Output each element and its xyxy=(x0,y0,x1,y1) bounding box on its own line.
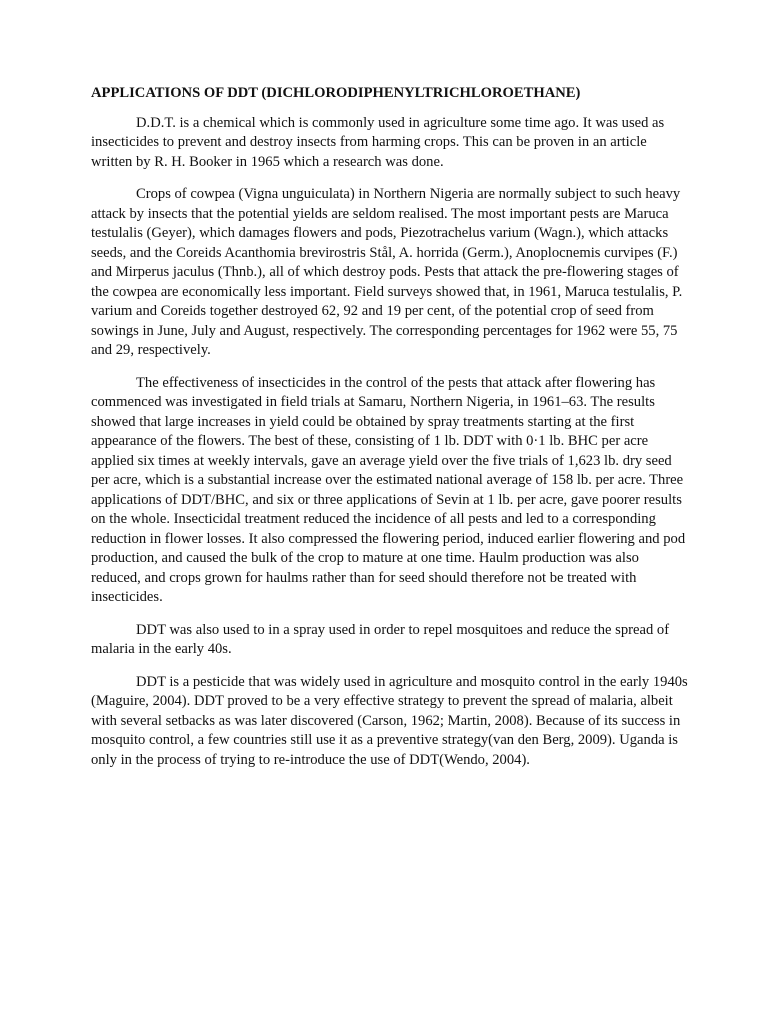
paragraph-malaria-control: DDT is a pesticide that was widely used in agriculture and mosquito control in the early 1940s (Maguire, 2004). DDT proved to be a very effective strategy to prevent the spread of malaria, albeit with several setbacks as was later discovered (Carson, 1962; Martin, 2008). Because of its success in mosquito control, a few countries still use it as a preventive strategy(van den Berg, 2009). Uganda is only in the process of trying to re-introduce the use of DDT(Wendo, 2004). xyxy=(91,673,688,768)
paragraph-cowpea-pests: Crops of cowpea (Vigna unguiculata) in Northern Nigeria are normally subject to such heavy attack by insects that the potential yields are seldom realised. The most important pests are Maruca testulalis (Geyer), which damages flowers and pods, Piezotrachelus varium (Wagn.), which attacks seeds, and the Coreids Acanthomia brevirostris Stål, A. horrida (Germ.), Anoplocnemis curvipes (F.) and Mirperus jaculus (Thnb.), all of which destroy pods. Pests that attack the pre-flowering stages of the cowpea are economically less important. Field surveys showed that, in 1961, Maruca testulalis, P. varium and Coreids together destroyed 62, 92 and 19 per cent, of the potential crop of seed from sowings in June, July and August, respectively. The corresponding percentages for 1962 were 55, 75 and 29, respectively. xyxy=(91,186,683,358)
paragraph-intro: D.D.T. is a chemical which is commonly used in agriculture some time ago. It was used as insecticides to prevent and destroy insects from harming crops. This can be proven in an article written by R. H. Booker in 1965 which a research was done. xyxy=(91,114,665,170)
paragraph-insecticide-trials: The effectiveness of insecticides in the control of the pests that attack after flowering has commenced was investigated in field trials at Samaru, Northern Nigeria, in 1961–63. The results showed that large increases in yield could be obtained by spray treatments starting at the first appearance of the flowers. The best of these, consisting of 1 lb. DDT with 0·1 lb. BHC per acre applied six times at weekly intervals, gave an average yield over the five trials of 1,623 lb. dry seed per acre, which is a substantial increase over the estimated national average of 158 lb. per acre. Three applications of DDT/BHC, and six or three applications of Sevin at 1 lb. per acre, gave poorer results on the whole. Insecticidal treatment reduced the incidence of all pests and led to a corresponding reduction in flower losses. It also compressed the flowering period, induced earlier flowering and pod production, and caused the bulk of the crop to mature at one time. Haulm production was also reduced, and crops grown for haulms rather than for seed should therefore not be treated with insecticides. xyxy=(91,374,686,605)
document-title: APPLICATIONS OF DDT (DICHLORODIPHENYLTRICHLOROETHANE) xyxy=(91,85,581,101)
paragraph-mosquito-spray: DDT was also used to in a spray used in order to repel mosquitoes and reduce the spread of malaria in the early 40s. xyxy=(91,621,670,657)
